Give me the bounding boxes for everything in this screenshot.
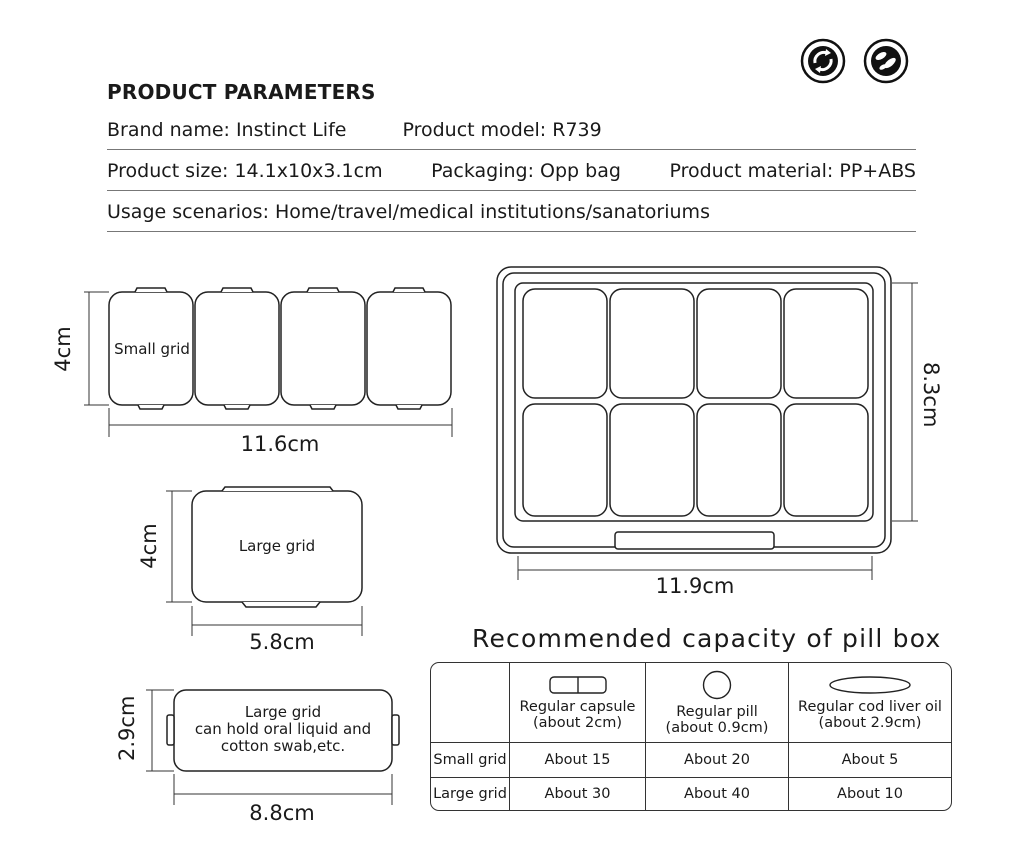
empty-corner-cell	[431, 663, 510, 743]
col-pill	[646, 663, 789, 743]
product-size: Product size: 14.1x10x3.1cm	[107, 160, 383, 182]
cell-small-pill: About 20	[646, 743, 789, 778]
capsule-name: Regular capsule	[519, 698, 636, 715]
capacity-title: Recommended capacity of pill box	[472, 624, 942, 653]
liquid-box-height: 2.9cm	[115, 695, 139, 761]
liquid-label-line2: can hold oral liquid and	[194, 720, 372, 738]
large-grid-label: Large grid	[238, 537, 316, 555]
oil-name: Regular cod liver oil	[798, 698, 942, 715]
large-box-height: 4cm	[137, 523, 161, 569]
cell-large-oil: About 10	[837, 785, 903, 802]
col-capsule	[510, 663, 646, 743]
liquid-box-width: 8.8cm	[249, 801, 315, 825]
pill-size: (about 0.9cm)	[665, 719, 769, 736]
liquid-label-line1: Large grid	[244, 703, 322, 721]
cell-small-oil: About 5	[789, 743, 951, 778]
full-case	[497, 267, 891, 553]
capsule-icon	[549, 675, 607, 695]
table-row	[431, 743, 951, 778]
oil-size: (about 2.9cm)	[818, 714, 922, 731]
product-material: Product material: PP+ABS	[669, 160, 916, 182]
liquid-grid-label	[174, 704, 392, 755]
capacity-table	[430, 662, 952, 811]
small-strip-width: 11.6cm	[240, 432, 320, 456]
packaging: Packaging: Opp bag	[431, 160, 621, 182]
cell-small-capsule: About 15	[510, 743, 646, 778]
case-width: 11.9cm	[655, 574, 735, 598]
product-model: Product model: R739	[402, 119, 602, 141]
pill-icon	[702, 670, 732, 700]
softgel-icon	[828, 675, 912, 695]
cell-large-pill: About 40	[646, 778, 789, 811]
row-label-large: Large grid	[431, 778, 510, 811]
case-height: 8.3cm	[919, 362, 943, 428]
liquid-label-line3: cotton swab,etc.	[220, 737, 346, 755]
small-grid-label: Small grid	[114, 340, 190, 358]
capsule-size: (about 2cm)	[532, 714, 623, 731]
table-header-row	[431, 663, 951, 743]
table-row	[431, 778, 951, 811]
row-label-small: Small grid	[431, 743, 510, 778]
usage-scenarios: Usage scenarios: Home/travel/medical institutions/sanatoriums	[107, 201, 710, 223]
large-box-width: 5.8cm	[249, 630, 315, 654]
pill-name: Regular pill	[676, 703, 758, 720]
brand-name: Brand name: Instinct Life	[107, 119, 347, 141]
col-cod-liver-oil	[789, 663, 951, 743]
page-title: PRODUCT PARAMETERS	[107, 80, 376, 104]
small-strip-height: 4cm	[51, 326, 75, 372]
cell-large-capsule: About 30	[510, 778, 646, 811]
